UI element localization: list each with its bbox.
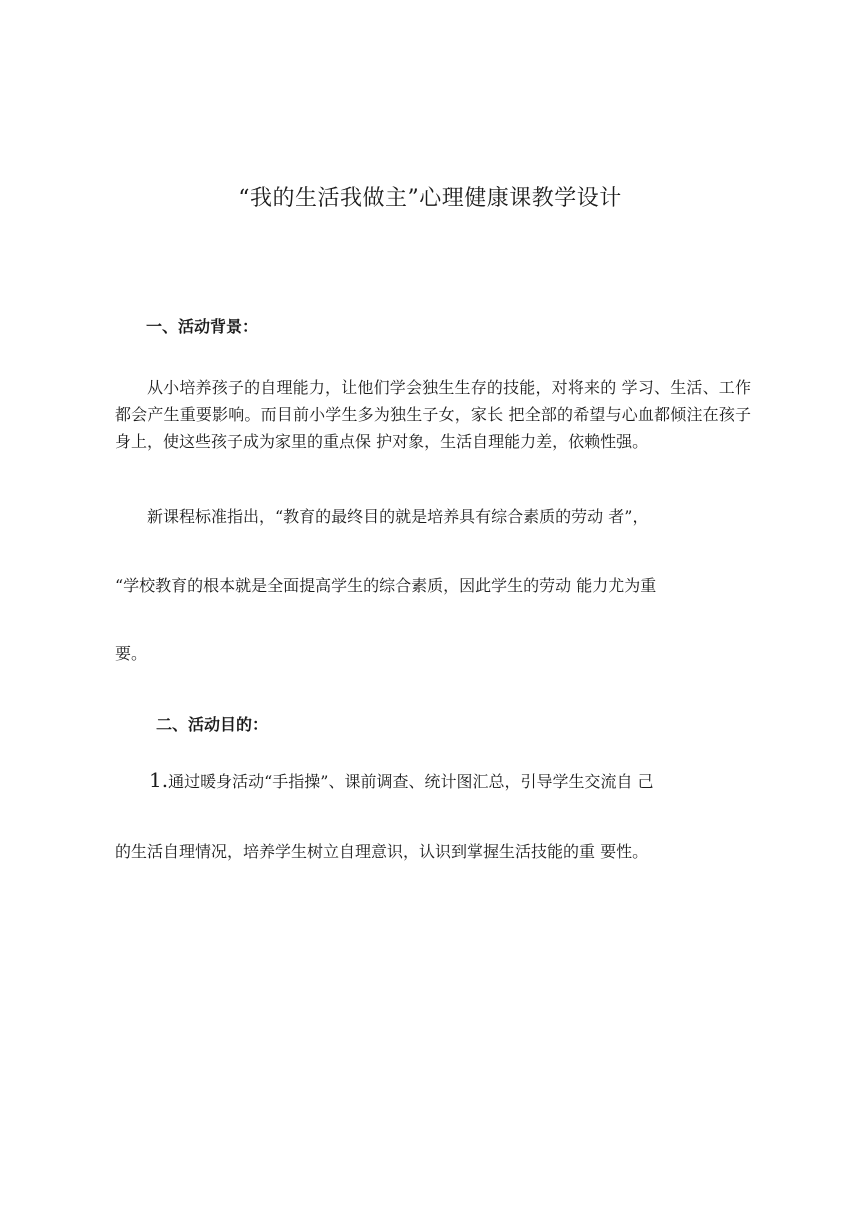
document-title: “我的生活我做主”心理健康课教学设计 [238, 186, 622, 211]
objective-item-1-line-1 [149, 768, 785, 794]
section-heading-background: 一、活动背景： [146, 317, 259, 336]
objective-item-1-line-2: 的生活自理情况，培养学生树立自理意识，认识到掌握生活技能的重 要性。 [115, 842, 649, 861]
section-heading-objectives: 二、活动目的： [156, 715, 269, 734]
curriculum-paragraph-line-3: 要。 [115, 644, 148, 663]
objective-item-number: 1. [149, 768, 169, 792]
background-paragraph: 从小培养孩子的自理能力，让他们学会独生生存的技能，对将来的 学习、生活、工作都会产生重要影响。而目前小学生多为独生子女，家长 把全部的希望与心血都倾注在孩子身上，使这些孩子成为家里的重点保 护对象，生活自理能力差，依赖性强。 [115, 378, 751, 451]
curriculum-paragraph-line-1: 新课程标准指出，“教育的最终目的就是培养具有综合素质的劳动 者”， [147, 507, 649, 526]
curriculum-paragraph-line-2: “学校教育的根本就是全面提高学生的综合素质，因此学生的劳动 能力尤为重 [115, 576, 657, 595]
objective-item-1-text: 通过暖身活动“手指操”、课前调查、统计图汇总，引导学生交流自 己 [168, 772, 654, 791]
